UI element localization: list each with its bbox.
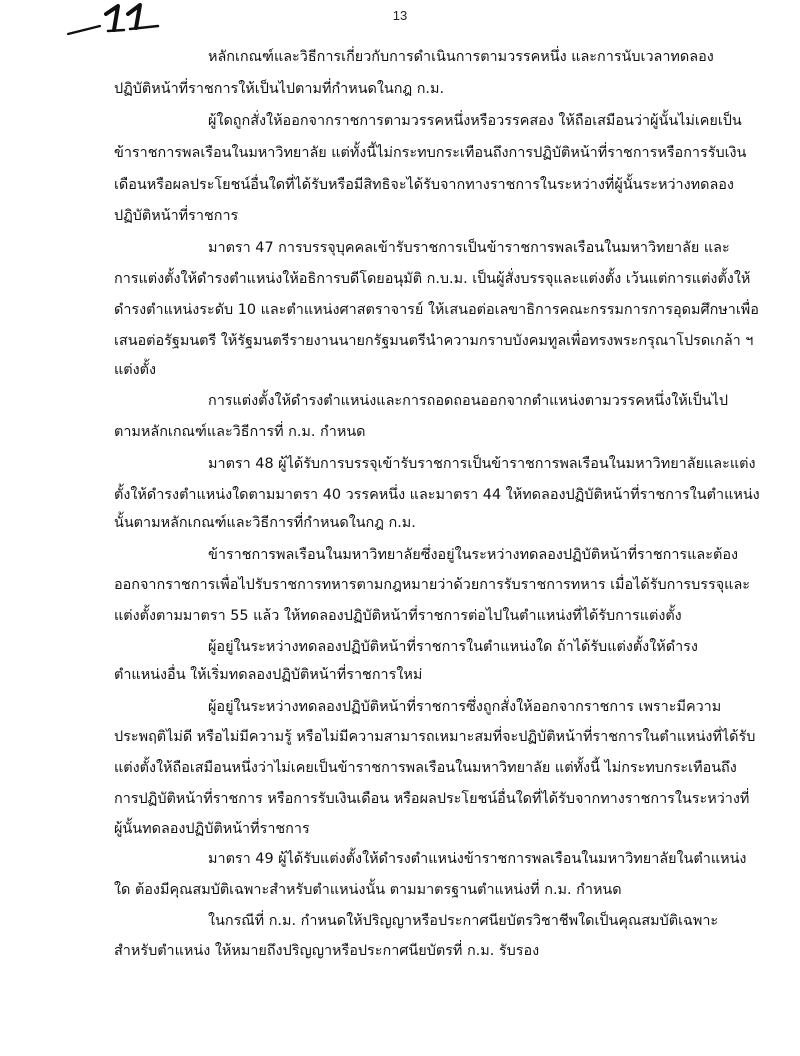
text-line: ข้าราชการพลเรือนในมหาวิทยาลัย แต่ทั้งนี้ไม่กระทบกระเทือนถึงการปฏิบัติหน้าที่ราชการหรือการรับเงิน: [114, 145, 747, 161]
text-line: ดำรงตำแหน่งระดับ 10 และตำแหน่งศาสตราจารย์ ให้เสนอต่อเลขาธิการคณะกรรมการการอุดมศึกษาเพื่อ: [114, 302, 759, 318]
text-line: ในกรณีที่ ก.ม. กำหนดให้ปริญญาหรือประกาศนียบัตรวิชาชีพใดเป็นคุณสมบัติเฉพาะ: [208, 913, 719, 929]
text-line: ตำแหน่งอื่น ให้เริ่มทดลองปฏิบัติหน้าที่ราชการใหม่: [114, 667, 423, 683]
text-line: เดือนหรือผลประโยชน์อื่นใดที่ได้รับหรือมีสิทธิจะได้รับจากทางราชการในระหว่างที่ผู้นั้นระหว่างทดลอง: [114, 177, 734, 193]
text-line: การปฏิบัติหน้าที่ราชการ หรือการรับเงินเดือน หรือผลประโยชน์อื่นใดที่ได้รับจากทางราชการในระหว่างที่: [114, 791, 750, 807]
text-line: การแต่งตั้งให้ดำรงตำแหน่งและการถอดถอนออกจากตำแหน่งตามวรรคหนึ่งให้เป็นไป: [208, 393, 729, 409]
text-line: เสนอต่อรัฐมนตรี ให้รัฐมนตรีรายงานนายกรัฐมนตรีนำความกราบบังคมทูลเพื่อทรงพระกรุณาโปรดเกล้า ฯ: [114, 333, 754, 349]
text-line: ผู้อยู่ในระหว่างทดลองปฏิบัติหน้าที่ราชการซึ่งถูกสั่งให้ออกจากราชการ เพราะมีความ: [208, 699, 722, 715]
text-line: ตั้งให้ดำรงตำแหน่งใดตามมาตรา 40 วรรคหนึ่ง และมาตรา 44 ให้ทดลองปฏิบัติหน้าที่ราชการในตำแหน่ง: [114, 487, 760, 503]
text-line: การแต่งตั้งให้ดำรงตำแหน่งให้อธิการบดีโดยอนุมัติ ก.บ.ม. เป็นผู้สั่งบรรจุและแต่งตั้ง เว้นแต่การแต่งตั้งให้: [114, 271, 751, 287]
text-line: ออกจากราชการเพื่อไปรับราชการทหารตามกฎหมายว่าด้วยการรับราชการทหาร เมื่อได้รับการบรรจุและ: [114, 577, 750, 593]
text-line: แต่งตั้งให้ถือเสมือนหนึ่งว่าไม่เคยเป็นข้าราชการพลเรือนในมหาวิทยาลัย แต่ทั้งนี้ ไม่กระทบกระเทือนถึง: [114, 760, 737, 776]
text-line: ตามหลักเกณฑ์และวิธีการที่ ก.ม. กำหนด: [114, 424, 366, 440]
text-line: ใด ต้องมีคุณสมบัติเฉพาะสำหรับตำแหน่งนั้น ตามมาตรฐานตำแหน่งที่ ก.ม. กำหนด: [114, 882, 622, 898]
text-line: ข้าราชการพลเรือนในมหาวิทยาลัยซึ่งอยู่ในระหว่างทดลองปฏิบัติหน้าที่ราชการและต้อง: [208, 547, 738, 563]
text-line: สำหรับตำแหน่ง ให้หมายถึงปริญญาหรือประกาศนียบัตรที่ ก.ม. รับรอง: [114, 943, 540, 959]
text-line: แต่งตั้งตามมาตรา 55 แล้ว ให้ทดลองปฏิบัติหน้าที่ราชการต่อไปในตำแหน่งที่ได้รับการแต่งตั้ง: [114, 608, 682, 624]
text-line: มาตรา 47 การบรรจุบุคคลเข้ารับราชการเป็นข้าราชการพลเรือนในมหาวิทยาลัย และ: [208, 240, 730, 256]
text-line: มาตรา 49 ผู้ได้รับแต่งตั้งให้ดำรงตำแหน่งข้าราชการพลเรือนในมหาวิทยาลัยในตำแหน่ง: [208, 851, 747, 867]
text-line: ผู้นั้นทดลองปฏิบัติหน้าที่ราชการ: [114, 821, 310, 837]
text-line: แต่งตั้ง: [114, 362, 157, 378]
text-line: มาตรา 48 ผู้ได้รับการบรรจุเข้ารับราชการเป็นข้าราชการพลเรือนในมหาวิทยาลัยและแต่ง: [208, 456, 756, 472]
text-line: นั้นตามหลักเกณฑ์และวิธีการที่กำหนดในกฎ ก.ม.: [114, 515, 416, 531]
text-line: ปฏิบัติหน้าที่ราชการ: [114, 208, 239, 224]
text-line: หลักเกณฑ์และวิธีการเกี่ยวกับการดำเนินการตามวรรคหนึ่ง และการนับเวลาทดลอง: [208, 49, 714, 65]
page-number: 13: [392, 8, 408, 23]
text-line: ผู้ใดถูกสั่งให้ออกจากราชการตามวรรคหนึ่งหรือวรรคสอง ให้ถือเสมือนว่าผู้นั้นไม่เคยเป็น: [208, 113, 742, 129]
text-line: ผู้อยู่ในระหว่างทดลองปฏิบัติหน้าที่ราชการในตำแหน่งใด ถ้าได้รับแต่งตั้งให้ดำรง: [208, 639, 698, 655]
text-line: ปฏิบัติหน้าที่ราชการให้เป็นไปตามที่กำหนดในกฎ ก.ม.: [114, 81, 445, 97]
text-line: ประพฤติไม่ดี หรือไม่มีความรู้ หรือไม่มีความสามารถเหมาะสมที่จะปฏิบัติหน้าที่ราชการในตำแหน่งที่ได้รับ: [114, 729, 756, 745]
